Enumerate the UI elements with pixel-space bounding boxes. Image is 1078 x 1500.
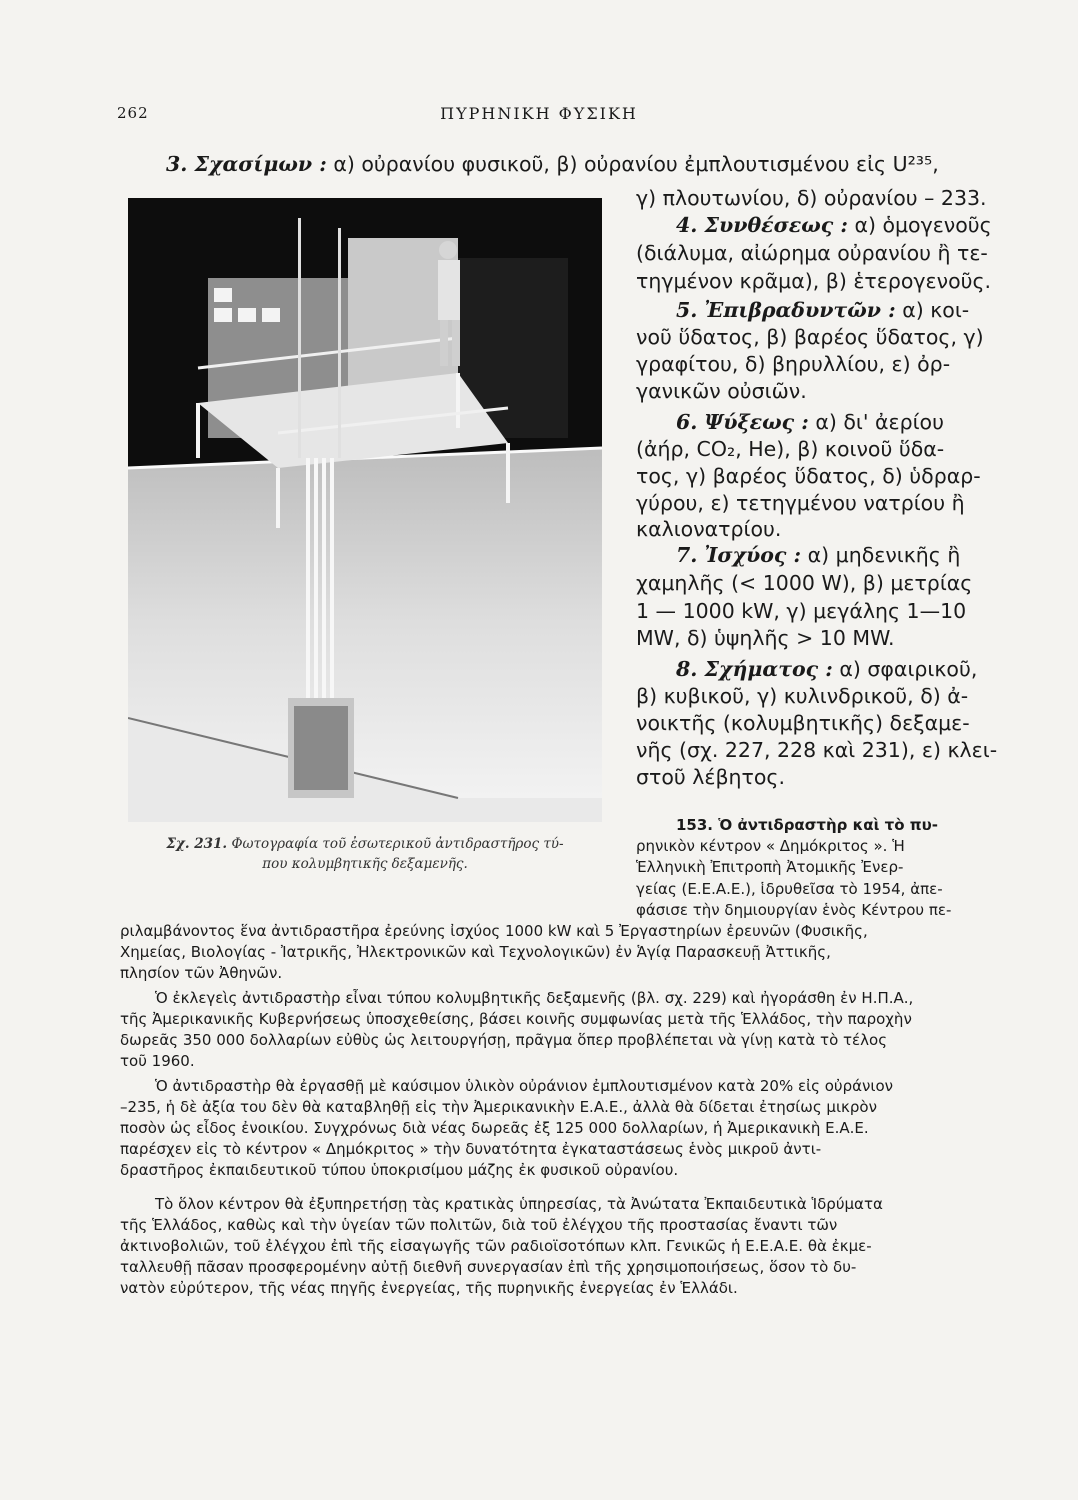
paragraph-line: νατὸν εὐρύτερον, τῆς νέας πηγῆς ἐνεργείας, τῆς πυρηνικῆς ἐνεργείας ἐν Ἑλλάδι. (120, 1279, 738, 1297)
caption-label: Σχ. 231. (166, 836, 228, 852)
item-8-line: β) κυβικοῦ, γ) κυλινδρικοῦ, δ) ἀ- (636, 684, 969, 708)
item-7-line: χαμηλῆς (< 1000 W), β) μετρίας (636, 571, 973, 595)
section-line: Χημείας, Βιολογίας - Ἰατρικῆς, Ἠλεκτρονικῶν καὶ Τεχνολογικῶν) ἐν Ἁγίᾳ Παρασκευῇ Ἀττικῆς, (120, 943, 831, 961)
item-6-line: (ἀήρ, CO₂, He), β) κοινοῦ ὕδα- (636, 437, 945, 461)
item-6-label: 6. Ψύξεως : (676, 410, 809, 434)
item-7-text: α) μηδενικῆς ἢ (807, 543, 961, 567)
item-6-text: α) δι' ἀερίου (815, 410, 944, 434)
item-4-line: τηγμένον κρᾶμα), β) ἑτερογενοῦς. (636, 269, 992, 293)
item-5-line: γραφίτου, δ) βηρυλλίου, ε) ὀρ- (636, 352, 951, 376)
item-5-line: γανικῶν οὐσιῶν. (636, 379, 807, 403)
paragraph-line: δωρεᾶς 350 000 δολλαρίων εὐθὺς ὡς λειτουργήσῃ, πρᾶγμα ὅπερ προβλέπεται νὰ γίνῃ κατὰ τὸ τέλος (120, 1031, 888, 1049)
paragraph-line: τῆς Ἑλλάδος, καθὼς καὶ τὴν ὑγείαν τῶν πολιτῶν, διὰ τοῦ ἐλέγχου τῆς προστασίας ἔναντι τῶν (120, 1216, 838, 1234)
reactor-photograph (128, 198, 602, 822)
paragraph-line: παρέσχεν εἰς τὸ κέντρον « Δημόκριτος » τὴν δυνατότητα ἐγκαταστάσεως ἑνὸς μικροῦ ἀντι- (120, 1140, 822, 1158)
paragraph-line: Ὁ ἐκλεγεὶς ἀντιδραστὴρ εἶναι τύπου κολυμβητικῆς δεξαμενῆς (βλ. σχ. 229) καὶ ἠγοράσθη ἐν Η.Π.Α., (155, 989, 914, 1007)
item-3-label: 3. Σχασίμων : (166, 152, 327, 176)
item-4-label: 4. Συνθέσεως : (676, 213, 848, 237)
section-line: γείας (Ε.Ε.Α.Ε.), ἱδρυθεῖσα τὸ 1954, ἀπε- (636, 880, 943, 898)
item-3-line (166, 147, 939, 181)
page-number: 262 (117, 104, 149, 122)
paragraph-line: ταλλευθῇ πᾶσαν προσφερομένην αὐτῇ διεθνῆ συνεργασίαν ἐπὶ τῆς χρησιμοποιήσεως, ὅσον τὸ δυ- (120, 1258, 857, 1276)
paragraph-line: δραστῆρος ἐκπαιδευτικοῦ τύπου ὑποκρισίμου μάζης ἐκ φυσικοῦ οὐρανίου. (120, 1161, 679, 1179)
item-6-line: τος, γ) βαρέος ὕδατος, δ) ὑδραρ- (636, 464, 981, 488)
section-line: Ἑλληνικὴ Ἐπιτροπὴ Ἀτομικῆς Ἐνερ- (636, 858, 904, 876)
section-line: φάσισε τὴν δημιουργίαν ἑνὸς Κέντρου πε- (636, 901, 952, 919)
caption-text: Φωτογραφία τοῦ ἐσωτερικοῦ ἀντιδραστῆρος τύ- (231, 836, 564, 852)
section-heading: 153. Ὁ ἀντιδραστὴρ καὶ τὸ πυ- (676, 816, 938, 834)
item-8-line: στοῦ λέβητος. (636, 765, 785, 789)
item-6-line: γύρου, ε) τετηγμένου νατρίου ἢ (636, 491, 965, 515)
page-header (0, 104, 1078, 128)
section-line: ρηνικὸν κέντρον « Δημόκριτος ». Ἡ (636, 837, 905, 855)
item-8-line: νῆς (σχ. 227, 228 καὶ 231), ε) κλει- (636, 738, 998, 762)
paragraph-line: ἀκτινοβολιῶν, τοῦ ἐλέγχου ἐπὶ τῆς εἰσαγωγῆς τῶν ραδιοϊσοτόπων κλπ. Γενικῶς ἡ Ε.Ε.Α.Ε. θὰ ἐκμε- (120, 1237, 872, 1255)
paragraph-line: ποσὸν ὡς εἶδος ἐνοικίου. Συγχρόνως διὰ νέας δωρεᾶς ἐξ 125 000 δολλαρίων, ἡ Ἀμερικανικὴ Ε.Α.Ε. (120, 1119, 869, 1137)
paragraph-line: Τὸ ὅλον κέντρον θὰ ἐξυπηρετήσῃ τὰς κρατικὰς ὑπηρεσίας, τὰ Ἀνώτατα Ἐκπαιδευτικὰ Ἱδρύματα (155, 1195, 883, 1213)
item-7-line: MW, δ) ὑψηλῆς > 10 MW. (636, 626, 895, 650)
item-8-label: 8. Σχήματος : (676, 657, 833, 681)
paragraph-line: τοῦ 1960. (120, 1052, 195, 1070)
paragraph-line: τῆς Ἀμερικανικῆς Κυβερνήσεως ὑποσχεθείσης, βάσει κοινῆς συμφωνίας μετὰ τῆς Ἑλλάδος, τὴν παροχὴν (120, 1010, 912, 1028)
item-8-line: νοικτῆς (κολυμβητικῆς) δεξαμε- (636, 711, 970, 735)
item-4-line: (διάλυμα, αἰώρημα οὐρανίου ἢ τε- (636, 241, 988, 265)
paragraph-line: –235, ἡ δὲ ἀξία του δὲν θὰ καταβληθῇ εἰς τὴν Ἀμερικανικὴν Ε.Α.Ε., ἀλλὰ θὰ δίδεται ἐτησίως μικρὸν (120, 1098, 877, 1116)
section-line: πλησίον τῶν Ἀθηνῶν. (120, 964, 283, 982)
item-5-line: νοῦ ὕδατος, β) βαρέος ὕδατος, γ) (636, 325, 984, 349)
item-6-line: καλιονατρίου. (636, 517, 782, 541)
item-5-label: 5. Ἐπιβραδυντῶν : (676, 298, 896, 322)
item-8-text: α) σφαιρικοῦ, (839, 657, 978, 681)
caption-text: που κολυμβητικῆς δεξαμενῆς. (262, 856, 468, 872)
item-3-text: α) οὐρανίου φυσικοῦ, β) οὐρανίου ἐμπλουτισμένου εἰς U²³⁵, (333, 152, 939, 176)
item-7-line: 1 — 1000 kW, γ) μεγάλης 1—10 (636, 599, 967, 623)
item-4-text: α) ὁμογενοῦς (854, 213, 992, 237)
item-5-text: α) κοι- (902, 298, 970, 322)
item-3-continuation: γ) πλουτωνίου, δ) οὐρανίου – 233. (636, 186, 987, 210)
section-line: ριλαμβάνοντος ἕνα ἀντιδραστῆρα ἐρεύνης ἰσχύος 1000 kW καὶ 5 Ἐργαστηρίων ἐρευνῶν (Φυσικῆς, (120, 922, 868, 940)
figure-caption (128, 834, 602, 874)
paragraph-line: Ὁ ἀντιδραστὴρ θὰ ἐργασθῇ μὲ καύσιμον ὑλικὸν οὐράνιον ἐμπλουτισμένον κατὰ 20% εἰς οὐράνιον (155, 1077, 894, 1095)
item-7-label: 7. Ἰσχύος : (676, 543, 802, 567)
running-title: ΠΥΡΗΝΙΚΗ ΦΥΣΙΚΗ (440, 104, 638, 123)
